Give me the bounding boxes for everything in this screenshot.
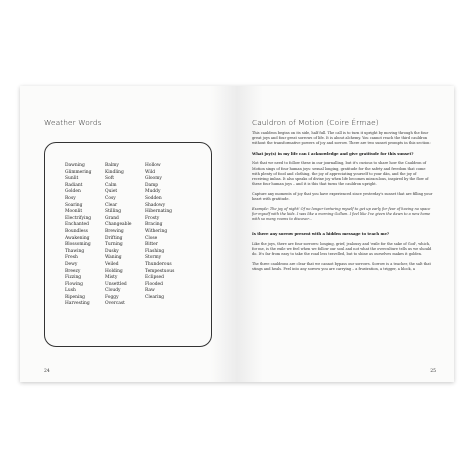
- right-page-body: [252, 131, 433, 277]
- word-column-3: [145, 163, 174, 308]
- book-spread: [20, 86, 454, 382]
- weather-word: Radiant: [65, 182, 83, 188]
- weather-word: Muddy: [145, 189, 161, 195]
- word-column-2: [105, 163, 134, 308]
- weather-word: Hibernating: [145, 209, 172, 215]
- weather-word: Blossoming: [65, 242, 91, 248]
- weather-word: Holding: [105, 268, 123, 274]
- weather-word: Dawning: [65, 163, 85, 168]
- weather-word: Rosy: [65, 195, 76, 201]
- weather-word: Raw: [145, 288, 155, 294]
- weather-word: Flowing: [65, 281, 83, 287]
- weather-word: Flashing: [145, 248, 165, 254]
- left-page-title: Weather Words: [44, 118, 102, 127]
- weather-word: Cloudy: [105, 288, 121, 294]
- weather-word: Harvesting: [65, 301, 90, 307]
- weather-word: Awakening: [65, 235, 90, 241]
- weather-word: Eclipsed: [145, 275, 164, 281]
- weather-word: Wild: [145, 169, 156, 175]
- weather-word: Golden: [65, 189, 81, 195]
- right-page-number: 25: [430, 369, 436, 374]
- weather-word: Electrifying: [65, 215, 92, 221]
- weather-word: Turning: [105, 242, 123, 248]
- weather-word: Hollow: [145, 163, 161, 168]
- weather-word: Close: [145, 235, 158, 241]
- weather-word: Fresh: [65, 255, 78, 261]
- weather-word: Clearing: [145, 294, 165, 300]
- weather-word: Enchanted: [65, 222, 89, 228]
- weather-word: Tempestuous: [145, 268, 175, 274]
- weather-word: Sunlit: [65, 176, 79, 182]
- weather-word: Soaring: [65, 202, 83, 208]
- weather-word: Quiet: [105, 189, 118, 195]
- sorrow-prompt-heading: Is there any sorrow present with a hidden message to teach me?: [252, 231, 390, 237]
- weather-words-box: [44, 142, 212, 347]
- weather-word: Frosty: [145, 215, 160, 221]
- weather-word: Breezy: [65, 268, 81, 274]
- weather-word: Gloomy: [145, 176, 162, 182]
- weather-word: Waning: [105, 255, 122, 261]
- weather-word: Overcast: [105, 301, 125, 307]
- weather-word: Grand: [105, 215, 119, 221]
- joy-example-paragraph: Example: The joy of night! Of no longer torturing myself to get up early for fear of having no space for myself with the kids. I was like a morning Gollum. I feel like I've given the dawn to a new home with so many rooms to discover...: [252, 207, 431, 222]
- weather-word: Soft: [105, 176, 115, 182]
- weather-word: Bitter: [145, 242, 158, 248]
- weather-word: Boundless: [65, 228, 88, 234]
- weather-word: Shadowy: [145, 202, 166, 208]
- weather-word: Thunderous: [145, 261, 172, 267]
- weather-word: Dusky: [105, 248, 119, 254]
- weather-word: Fizzing: [65, 275, 82, 281]
- weather-word: Bracing: [145, 222, 163, 228]
- right-page: [237, 86, 454, 382]
- weather-word: Stilling: [105, 209, 122, 215]
- weather-word: Cosy: [105, 195, 116, 201]
- weather-word: Thawing: [65, 248, 85, 254]
- cauldrons-paragraph: The three cauldrons are clear that we cannot bypass our sorrows. Sorrow is a teacher, the salt that stings and heals. Feel into any sorrow you are carrying – a frustration, a trigger, a block, a: [252, 261, 431, 271]
- weather-word: Stormy: [145, 255, 162, 261]
- weather-word: Foggy: [105, 294, 119, 300]
- joy-capture-paragraph: Capture any moments of joy that you have experienced since yesterday's sunset that are filling your heart with gratitude.: [252, 191, 433, 202]
- weather-word: Brewing: [105, 228, 124, 234]
- weather-word: Drifting: [105, 235, 123, 241]
- weather-word: Sodden: [145, 195, 162, 201]
- weather-word: Dewy: [65, 261, 78, 267]
- weather-word: Unsettled: [105, 281, 127, 287]
- sorrow-paragraph: Like the joys, there are four sorrows: longing, grief, jealousy and 'exile for the sake of God', which, for me, is the exile we feel when we follow our soul and not what the overculture tells us we should do. It's far from easy to take the road less travelled, but to shine as ourselves makes it golden.: [252, 241, 432, 256]
- intro-paragraph: This cauldron begins on its side, half full. The call is to turn it upright by moving through the four great joys and four great sorrows of life. It is about alchemy. You cannot reach the third cauldron without the transformative powers of joy and sorrow. There are two sunset prompts in this section:: [252, 131, 431, 146]
- joy-prompt-heading: What joy(s) in my life can I acknowledge and give gratitude for this sunset?: [252, 151, 414, 157]
- weather-word: Veiled: [105, 261, 119, 267]
- left-page-number: 24: [44, 369, 50, 374]
- weather-word: Balmy: [105, 163, 119, 168]
- right-page-title: Cauldron of Motion (Coire Érmae): [252, 118, 379, 127]
- weather-word: Kindling: [105, 169, 124, 175]
- joy-paragraph: Not that we need to follow these in our journalling, but it's curious to share how the Cauldron of Motion sings of four human joys: sexual longing, gratitude for the safety and freedom that come with plenty of food and clothing, the joy of appreciating yourself to your dān, and the joy of receiving imbas. It also speaks of divine joy when life becomes miraculous, inspired by the flow of these four human joys – and it is this that turns the cauldron upright.: [252, 161, 429, 186]
- weather-word: Flooded: [145, 281, 163, 287]
- weather-word: Misty: [105, 275, 118, 281]
- weather-word: Lush: [65, 288, 76, 294]
- weather-word: Calm: [105, 182, 117, 188]
- word-columns: [65, 163, 174, 308]
- left-page: [20, 86, 237, 382]
- weather-word: Moonlit: [65, 209, 83, 215]
- weather-word: Withering: [145, 228, 168, 234]
- word-column-1: [65, 163, 94, 308]
- weather-word: Damp: [145, 182, 159, 188]
- weather-word: Ripening: [65, 294, 85, 300]
- weather-word: Glimmering: [65, 169, 92, 175]
- weather-word: Changeable: [105, 222, 132, 228]
- weather-word: Clear: [105, 202, 118, 208]
